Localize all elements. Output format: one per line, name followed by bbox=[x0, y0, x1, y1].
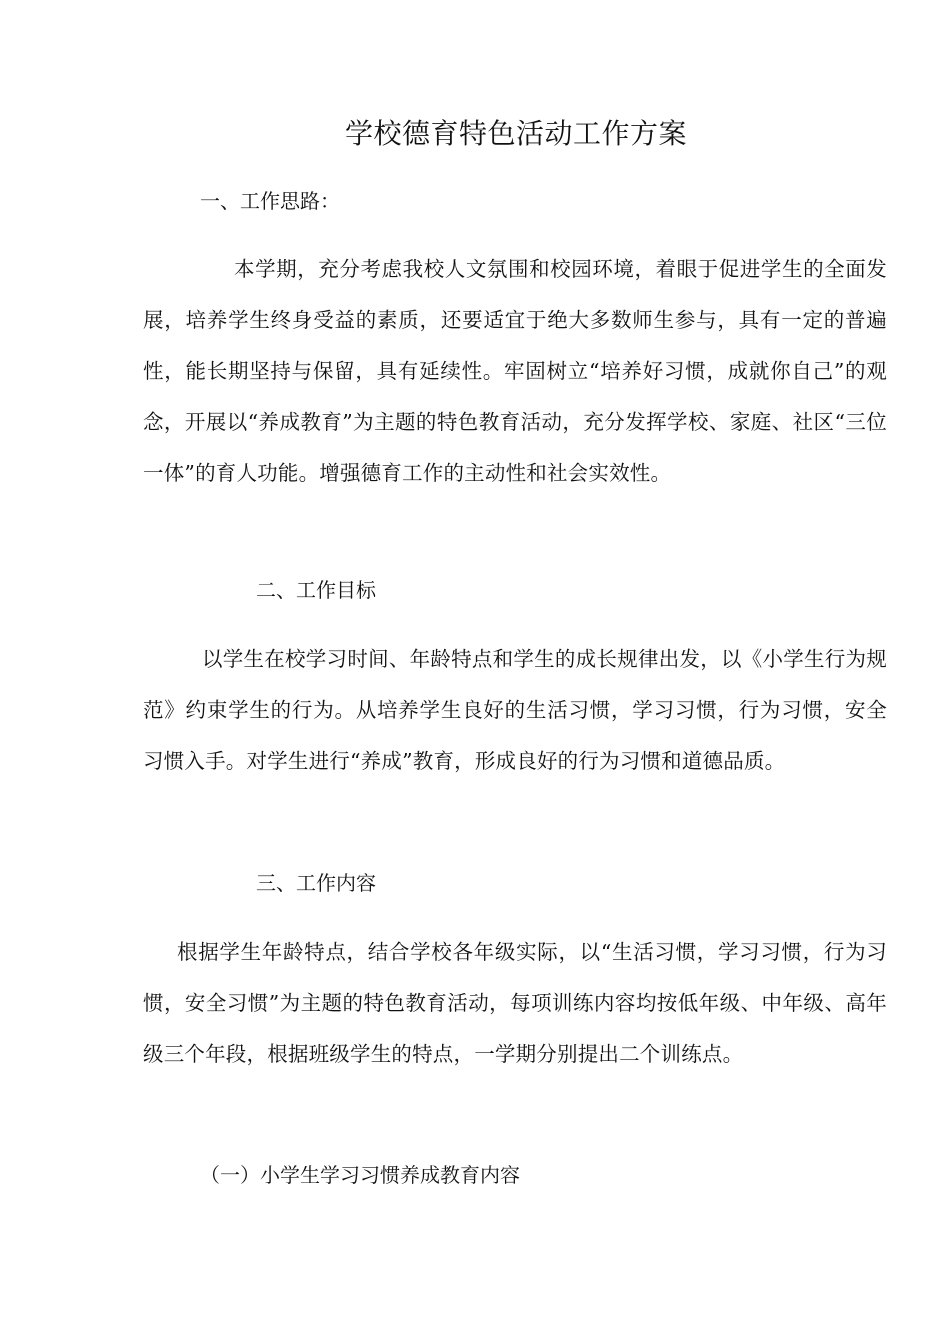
section-body-work-goals: 以学生在校学习时间、年龄特点和学生的成长规律出发，以《小学生行为规范》约束学生的行为。从培养学生良好的生活习惯，学习习惯，行为习惯，安全习惯入手。对学生进行“养成”教育，形成良好的行为习惯和道德品质。 bbox=[143, 647, 887, 773]
subsection-heading-study-habits: （一）小学生学习习惯养成教育内容 bbox=[200, 1163, 520, 1187]
section-body-work-content: 根据学生年龄特点，结合学校各年级实际，以“生活习惯，学习习惯，行为习惯，安全习惯”为主题的特色教育活动，每项训练内容均按低年级、中年级、高年级三个年段，根据班级学生的特点，一学期分别提出二个训练点。 bbox=[143, 940, 887, 1066]
section-body-work-approach: 本学期，充分考虑我校人文氛围和校园环境，着眼于促进学生的全面发展，培养学生终身受益的素质，还要适宜于绝大多数师生参与，具有一定的普遍性，能长期坚持与保留，具有延续性。牢固树立“培养好习惯，成就你自己”的观念，开展以“养成教育”为主题的特色教育活动，充分发挥学校、家庭、社区“三位一体”的育人功能。增强德育工作的主动性和社会实效性。 bbox=[143, 257, 887, 485]
section-heading-work-goals: 二、工作目标 bbox=[256, 578, 376, 602]
section-heading-work-content: 三、工作内容 bbox=[256, 871, 376, 895]
section-heading-work-approach: 一、工作思路： bbox=[200, 189, 340, 213]
document-title: 学校德育特色活动工作方案 bbox=[344, 117, 687, 150]
